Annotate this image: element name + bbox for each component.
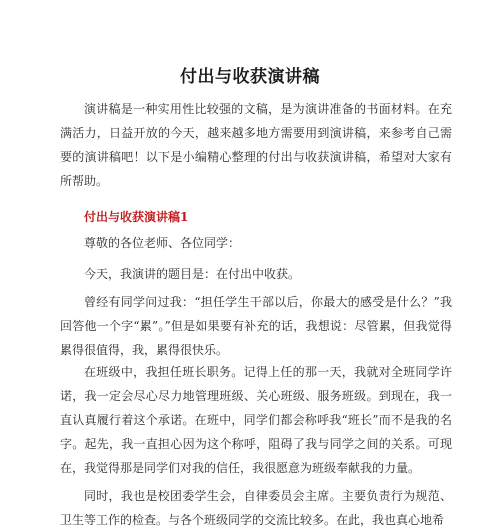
- league-paragraph: 同时，我也是校团委学生会，自律委员会主席。主要负责行为规范、卫生等工作的检查。与各个班级同学的交流比较多。在此，我也真心地希: [60, 489, 452, 527]
- class-monitor-paragraph: 在班级中，我担任班长职务。记得上任的那一天，我就对全班同学许诺，我一定会尽心尽力地管理班级、关心班级、服务班级。到现在，我一直认真履行着这个承诺。在班中，同学们都会称呼我“班长”而不是我的名字。起先，我一直担心因为这个称呼，阻碍了我与同学之间的关系。可现在，我觉得那是同学们对我的信任，我很愿意为班级奉献我的力量。: [60, 365, 452, 475]
- intro-paragraph: 演讲稿是一种实用性比较强的文稿，是为演讲准备的书面材料。在充满活力，日益开放的今天，越来越多地方需要用到演讲稿，来参考自己需要的演讲稿吧！以下是小编精心整理的付出与收获演讲稿，希望对大家有所帮助。: [60, 102, 452, 188]
- document-title: 付出与收获演讲稿: [180, 67, 320, 87]
- greeting-paragraph: 尊敬的各位老师、各位同学：: [84, 236, 241, 250]
- section-heading: 付出与收获演讲稿1: [84, 210, 189, 224]
- asked-paragraph: 曾经有同学问过我：“担任学生干部以后，你最大的感受是什么？”我回答他一个字“累”。”但是如果要有补充的话，我想说：尽管累，但我觉得累得很值得，我，累得很快乐。: [60, 295, 452, 357]
- topic-paragraph: 今天，我演讲的题目是：在付出中收获。: [84, 267, 301, 281]
